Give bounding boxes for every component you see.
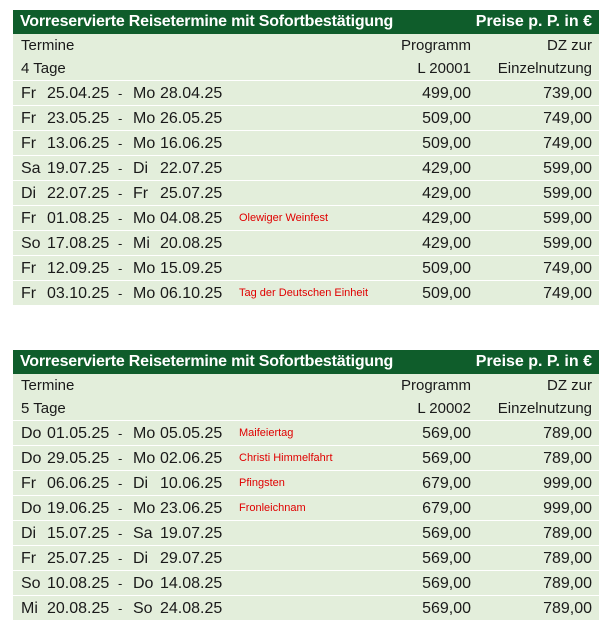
date-separator: - <box>118 186 123 201</box>
date-separator: - <box>118 601 123 616</box>
end-weekday: Mo <box>133 450 156 467</box>
start-weekday: Fr <box>21 135 37 152</box>
header-program-code: L 20001 <box>417 60 471 77</box>
end-weekday: So <box>133 600 153 617</box>
header-single-room: DZ zur <box>547 377 592 394</box>
end-weekday: Mo <box>133 285 156 302</box>
program-price: 509,00 <box>422 285 471 302</box>
start-date: 22.07.25 <box>47 185 110 202</box>
table-row <box>13 255 599 280</box>
date-separator: - <box>118 576 123 591</box>
single-room-price: 789,00 <box>543 575 592 592</box>
end-date: 02.06.25 <box>160 450 223 467</box>
table-title-bar <box>13 350 599 374</box>
program-price: 429,00 <box>422 235 471 252</box>
end-date: 16.06.25 <box>160 135 223 152</box>
single-room-price: 999,00 <box>543 500 592 517</box>
date-separator: - <box>118 476 123 491</box>
start-weekday: Do <box>21 500 42 517</box>
start-date: 17.08.25 <box>47 235 110 252</box>
header-program-code: L 20002 <box>417 400 471 417</box>
end-date: 20.08.25 <box>160 235 223 252</box>
end-weekday: Di <box>133 550 149 567</box>
start-weekday: Sa <box>21 160 41 177</box>
table-body <box>13 80 599 305</box>
end-date: 04.08.25 <box>160 210 223 227</box>
start-weekday: Fr <box>21 285 37 302</box>
start-weekday: Di <box>21 185 37 202</box>
end-date: 28.04.25 <box>160 85 223 102</box>
program-price: 569,00 <box>422 425 471 442</box>
travel-dates-table-4-days <box>13 10 599 305</box>
start-date: 29.05.25 <box>47 450 110 467</box>
single-room-price: 999,00 <box>543 475 592 492</box>
header-single-room: DZ zur <box>547 37 592 54</box>
header-duration: 5 Tage <box>21 400 66 417</box>
program-price: 569,00 <box>422 600 471 617</box>
start-weekday: Fr <box>21 260 37 277</box>
start-date: 03.10.25 <box>47 285 110 302</box>
price-note: Preise p. P. in € <box>475 353 592 370</box>
table-row <box>13 470 599 495</box>
program-price: 509,00 <box>422 135 471 152</box>
header-program: Programm <box>400 37 471 54</box>
end-date: 05.05.25 <box>160 425 223 442</box>
table-title-bar <box>13 10 599 34</box>
date-separator: - <box>118 111 123 126</box>
table-row <box>13 495 599 520</box>
end-weekday: Di <box>133 475 149 492</box>
table-row <box>13 280 599 305</box>
end-date: 23.06.25 <box>160 500 223 517</box>
table-header-row <box>13 34 599 57</box>
end-weekday: Mi <box>133 235 150 252</box>
table-row <box>13 545 599 570</box>
table-row <box>13 520 599 545</box>
table-row <box>13 570 599 595</box>
end-date: 19.07.25 <box>160 525 223 542</box>
start-weekday: Fr <box>21 110 37 127</box>
single-room-price: 749,00 <box>543 285 592 302</box>
program-price: 569,00 <box>422 450 471 467</box>
single-room-price: 599,00 <box>543 185 592 202</box>
date-separator: - <box>118 86 123 101</box>
date-separator: - <box>118 286 123 301</box>
program-price: 679,00 <box>422 475 471 492</box>
start-date: 15.07.25 <box>47 525 110 542</box>
start-date: 20.08.25 <box>47 600 110 617</box>
table-title: Vorreservierte Reisetermine mit Sofortbestätigung <box>20 353 394 370</box>
end-weekday: Sa <box>133 525 153 542</box>
program-price: 569,00 <box>422 575 471 592</box>
end-date: 26.05.25 <box>160 110 223 127</box>
date-separator: - <box>118 261 123 276</box>
table-header-row <box>13 57 599 80</box>
end-date: 25.07.25 <box>160 185 223 202</box>
header-single-use: Einzelnutzung <box>497 400 592 417</box>
event-note: Christi Himmelfahrt <box>239 452 333 464</box>
single-room-price: 749,00 <box>543 110 592 127</box>
end-weekday: Mo <box>133 110 156 127</box>
table-title: Vorreservierte Reisetermine mit Sofortbestätigung <box>20 13 394 30</box>
program-price: 429,00 <box>422 210 471 227</box>
event-note: Olewiger Weinfest <box>239 212 329 224</box>
single-room-price: 789,00 <box>543 525 592 542</box>
start-date: 06.06.25 <box>47 475 110 492</box>
program-price: 509,00 <box>422 110 471 127</box>
single-room-price: 599,00 <box>543 160 592 177</box>
single-room-price: 749,00 <box>543 260 592 277</box>
start-weekday: Fr <box>21 475 37 492</box>
single-room-price: 599,00 <box>543 210 592 227</box>
single-room-price: 599,00 <box>543 235 592 252</box>
start-weekday: Mi <box>21 600 38 617</box>
header-dates: Termine <box>21 377 75 394</box>
table-row <box>13 205 599 230</box>
program-price: 679,00 <box>422 500 471 517</box>
start-date: 13.06.25 <box>47 135 110 152</box>
end-weekday: Mo <box>133 135 156 152</box>
table-body <box>13 420 599 620</box>
program-price: 569,00 <box>422 550 471 567</box>
start-date: 10.08.25 <box>47 575 110 592</box>
single-room-price: 739,00 <box>543 85 592 102</box>
single-room-price: 789,00 <box>543 450 592 467</box>
start-date: 25.04.25 <box>47 85 110 102</box>
table-header-row <box>13 397 599 420</box>
single-room-price: 749,00 <box>543 135 592 152</box>
single-room-price: 789,00 <box>543 425 592 442</box>
end-weekday: Fr <box>133 185 149 202</box>
end-weekday: Mo <box>133 210 156 227</box>
header-dates: Termine <box>21 37 75 54</box>
header-program: Programm <box>400 377 471 394</box>
end-date: 29.07.25 <box>160 550 223 567</box>
date-separator: - <box>118 501 123 516</box>
event-note: Pfingsten <box>239 477 285 489</box>
end-date: 10.06.25 <box>160 475 223 492</box>
end-date: 24.08.25 <box>160 600 223 617</box>
end-weekday: Mo <box>133 500 156 517</box>
program-price: 429,00 <box>422 160 471 177</box>
table-row <box>13 105 599 130</box>
header-single-use: Einzelnutzung <box>497 60 592 77</box>
table-row <box>13 130 599 155</box>
table-row <box>13 595 599 620</box>
date-separator: - <box>118 161 123 176</box>
event-note: Maifeiertag <box>239 427 294 439</box>
table-header-row <box>13 374 599 397</box>
single-room-price: 789,00 <box>543 600 592 617</box>
end-weekday: Di <box>133 160 149 177</box>
start-date: 01.08.25 <box>47 210 110 227</box>
table-row <box>13 180 599 205</box>
start-date: 23.05.25 <box>47 110 110 127</box>
start-date: 12.09.25 <box>47 260 110 277</box>
event-note: Fronleichnam <box>239 502 306 514</box>
program-price: 569,00 <box>422 525 471 542</box>
start-date: 25.07.25 <box>47 550 110 567</box>
end-weekday: Mo <box>133 85 156 102</box>
table-row <box>13 230 599 255</box>
travel-dates-table-5-days <box>13 350 599 620</box>
date-separator: - <box>118 211 123 226</box>
table-row <box>13 420 599 445</box>
start-weekday: So <box>21 575 41 592</box>
date-separator: - <box>118 526 123 541</box>
start-weekday: So <box>21 235 41 252</box>
date-separator: - <box>118 136 123 151</box>
start-weekday: Do <box>21 425 42 442</box>
single-room-price: 789,00 <box>543 550 592 567</box>
start-weekday: Fr <box>21 210 37 227</box>
end-date: 22.07.25 <box>160 160 223 177</box>
table-row <box>13 80 599 105</box>
table-row <box>13 445 599 470</box>
program-price: 509,00 <box>422 260 471 277</box>
end-date: 06.10.25 <box>160 285 223 302</box>
price-note: Preise p. P. in € <box>475 13 592 30</box>
date-separator: - <box>118 551 123 566</box>
date-separator: - <box>118 426 123 441</box>
event-note: Tag der Deutschen Einheit <box>239 287 369 299</box>
end-date: 15.09.25 <box>160 260 223 277</box>
program-price: 499,00 <box>422 85 471 102</box>
start-weekday: Di <box>21 525 37 542</box>
start-weekday: Do <box>21 450 42 467</box>
start-weekday: Fr <box>21 550 37 567</box>
date-separator: - <box>118 236 123 251</box>
start-date: 01.05.25 <box>47 425 110 442</box>
table-row <box>13 155 599 180</box>
start-date: 19.07.25 <box>47 160 110 177</box>
start-date: 19.06.25 <box>47 500 110 517</box>
end-weekday: Do <box>133 575 154 592</box>
start-weekday: Fr <box>21 85 37 102</box>
end-weekday: Mo <box>133 425 156 442</box>
program-price: 429,00 <box>422 185 471 202</box>
end-weekday: Mo <box>133 260 156 277</box>
header-duration: 4 Tage <box>21 60 66 77</box>
date-separator: - <box>118 451 123 466</box>
end-date: 14.08.25 <box>160 575 223 592</box>
